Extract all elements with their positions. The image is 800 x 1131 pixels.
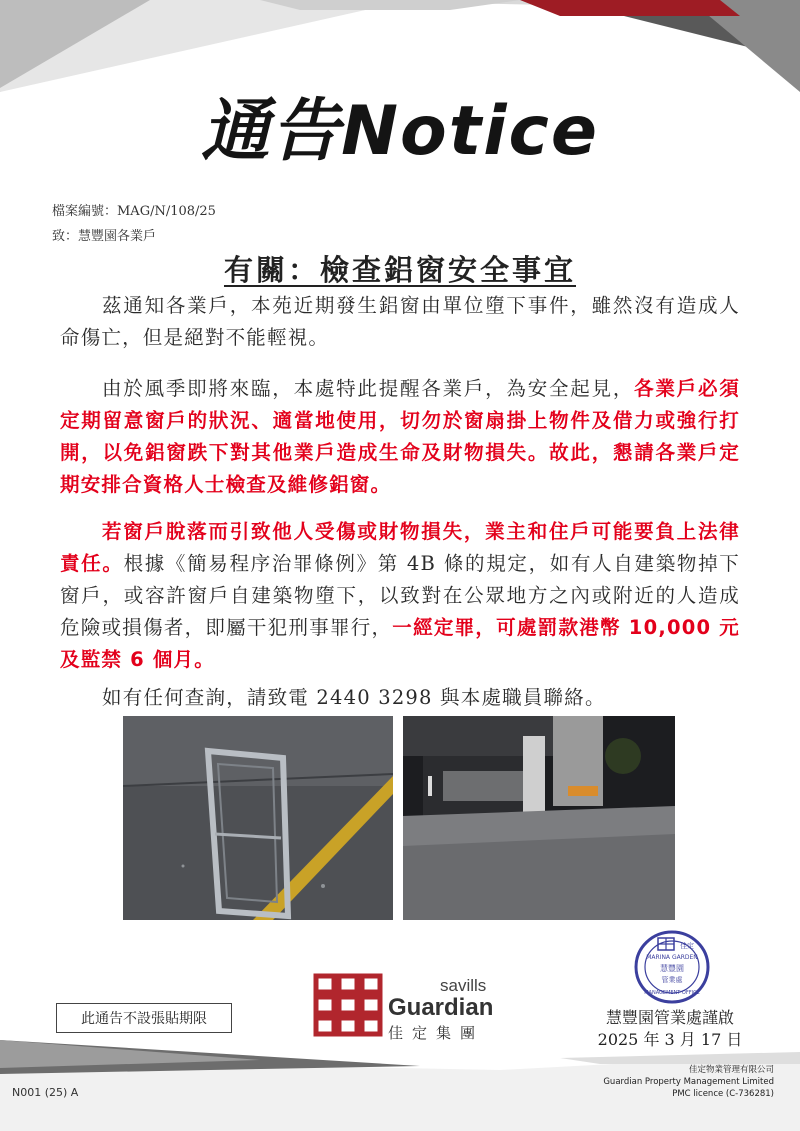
header-band: [0, 0, 800, 92]
p2-warning: 各業戶必須定期留意窗戶的狀況、適當地使用，切勿於窗扇掛上物件及借力或強行打開，以免鋁窗跌下對其他業戶造成生命及財物損失。故此，懇請各業戶定期安排合資格人士檢查及維修鋁窗。: [60, 377, 740, 496]
p3-penalty: 一經定罪，可處罰款港幣 10,000 元及監禁 6 個月。: [60, 616, 741, 671]
seal-name-en: MARINA GARDEN: [646, 954, 698, 961]
notice-title: 通告Notice: [201, 92, 599, 171]
paragraph-4: [60, 682, 740, 714]
company-name-zh: 佳定物業管理有限公司: [688, 1065, 774, 1075]
document-code: N001 (25) A: [12, 1086, 79, 1099]
subject-text: 有關：檢查鋁窗安全事宜: [223, 253, 576, 287]
p4-text: 如有任何查詢，請致電 2440 3298 與本處職員聯絡。: [102, 686, 606, 709]
file-number: 檔案編號：MAG/N/108/25: [52, 204, 216, 219]
p1-text: 茲通知各業戶，本苑近期發生鋁窗由單位墮下事件，雖然沒有造成人命傷亡，但是絕對不能輕視。: [60, 294, 740, 349]
seal-top-char: 佳定: [680, 942, 694, 950]
seal-name-zh: 慧豐園: [660, 964, 684, 973]
guardian-logo-mark: [312, 972, 384, 1038]
logo-guardian: Guardian: [388, 994, 494, 1021]
signature-line: 慧豐園管業處謹啟: [605, 1008, 734, 1027]
logo-chinese: 佳定集團: [388, 1024, 485, 1042]
company-name-en: Guardian Property Management Limited: [603, 1077, 774, 1087]
subject-heading: [0, 248, 800, 289]
fallen-window-photo: [123, 716, 393, 920]
p3-regulation: 根據《簡易程序治罪條例》第 4B 條的規定，如有人自建築物掉下窗戶，或容許窗戶自建築物墮下，以致對在公眾地方之內或附近的人造成危險或損傷者，即屬干犯刑事罪行，: [60, 552, 740, 639]
company-licence: PMC licence (C-736281): [672, 1089, 774, 1099]
notice-date: 2025 年 3 月 17 日: [597, 1030, 743, 1049]
recipient: 致：慧豐園各業戶: [52, 229, 157, 244]
company-info: [603, 1064, 774, 1100]
p2-normal: 由於風季即將來臨，本處特此提醒各業戶，為安全起見，: [102, 377, 635, 400]
paragraph-2: [60, 373, 740, 501]
seal-office-zh: 管業處: [661, 976, 683, 984]
no-expiry-box: 此通告不設張貼期限: [56, 1003, 232, 1033]
paragraph-3: [60, 516, 740, 676]
paragraph-1: [60, 290, 740, 354]
driveway-night-photo: [403, 716, 675, 920]
p3-liability: 若窗戶脫落而引致他人受傷或財物損失，業主和住戶可能要負上法律責任。: [60, 520, 740, 575]
seal-office-en: MANAGEMENT OFFICE: [644, 990, 700, 996]
logo-savills: savills: [440, 976, 487, 995]
management-office-seal: [632, 928, 712, 1006]
